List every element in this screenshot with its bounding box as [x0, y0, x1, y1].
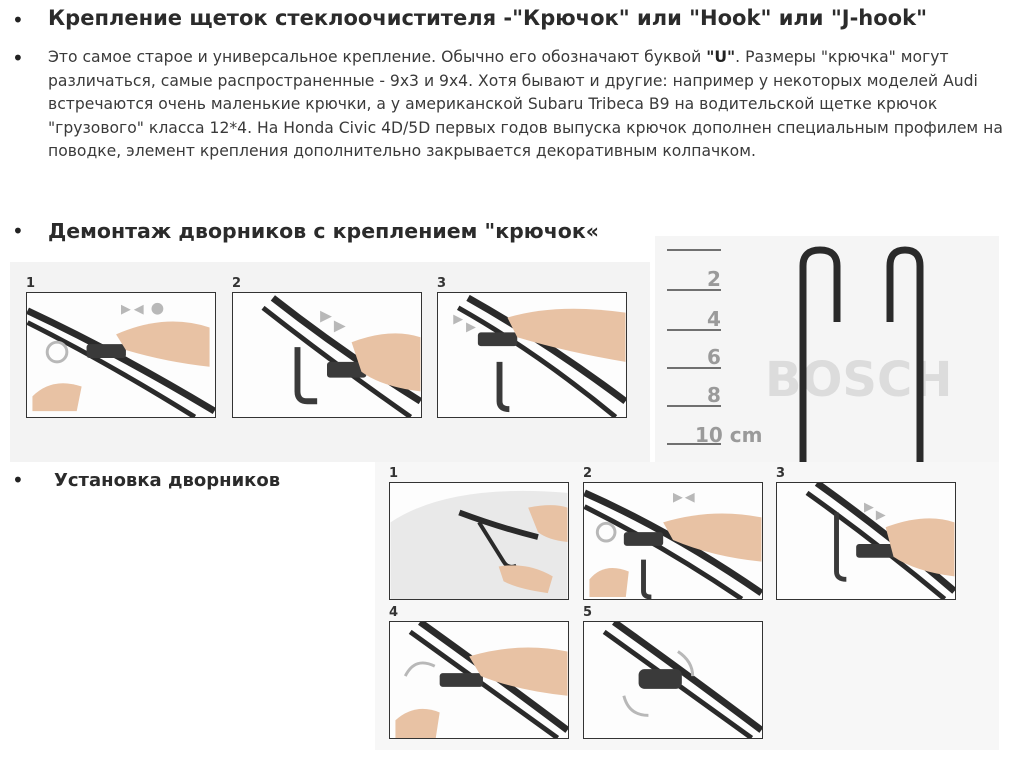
para-bold-u: "U": [706, 48, 736, 66]
install-step-1-illustration: [390, 483, 568, 599]
install-step-4-image: [389, 621, 569, 739]
ruler-mark-6: 6: [707, 345, 721, 369]
install-step-4-illustration: [390, 622, 568, 738]
para-part2: . Размеры "крючка" могут различаться, самые распространенные - 9х3 и 9х4. Хотя бывают и другие: например у некоторых моделей Audi встречаются очень маленькие крючки, а у американской Subaru Tribeca B9 на водительской щетке крючок "грузового" класса 12*4. На Honda Civic 4D/5D первых годов выпуска крючок дополнен специальным профилем на поводке, элемент крепления дополнительно закрывается декоративным колпачком.: [48, 48, 1003, 161]
bosch-watermark: BOSCH: [765, 352, 953, 408]
removal-step-3-illustration: [438, 293, 626, 417]
removal-heading: Демонтаж дворников с креплением "крючок«: [48, 219, 600, 243]
removal-step-2-image: [232, 292, 422, 418]
removal-step-3-image: [437, 292, 627, 418]
bullet-3: •: [12, 219, 24, 243]
description-paragraph: [48, 46, 1008, 164]
install-step-2-illustration: [584, 483, 762, 599]
bullet-4: •: [12, 468, 24, 492]
install-step-number-3: 3: [776, 466, 786, 481]
removal-step-1-image: [26, 292, 216, 418]
ruler-mark-2: 2: [707, 267, 721, 291]
install-step-2-image: [583, 482, 763, 600]
install-step-5-image: [583, 621, 763, 739]
install-step-number-2: 2: [583, 466, 593, 481]
install-step-number-4: 4: [389, 605, 399, 620]
install-step-5-illustration: [584, 622, 762, 738]
install-step-1-image: [389, 482, 569, 600]
ruler-mark-4: 4: [707, 307, 721, 331]
hook-size-photo: [655, 236, 999, 462]
install-step-number-1: 1: [389, 466, 399, 481]
main-heading: Крепление щеток стеклоочистителя -"Крючок" или "Hook" или "J-hook": [48, 6, 928, 30]
removal-step-number-3: 3: [437, 276, 447, 291]
removal-step-2-illustration: [233, 293, 421, 417]
install-heading: Установка дворников: [54, 470, 281, 491]
bullet-1: •: [12, 8, 24, 32]
removal-step-1-illustration: [27, 293, 215, 417]
bullet-2: •: [12, 46, 24, 70]
install-step-3-image: [776, 482, 956, 600]
install-step-number-5: 5: [583, 605, 593, 620]
ruler-mark-8: 8: [707, 383, 721, 407]
removal-step-number-2: 2: [232, 276, 242, 291]
ruler-mark-10cm: 10 cm: [695, 423, 763, 447]
install-step-3-illustration: [777, 483, 955, 599]
removal-step-number-1: 1: [26, 276, 36, 291]
hook-size-illustration: [655, 236, 999, 462]
para-part1: Это самое старое и универсальное крепление. Обычно его обозначают буквой: [48, 48, 707, 66]
